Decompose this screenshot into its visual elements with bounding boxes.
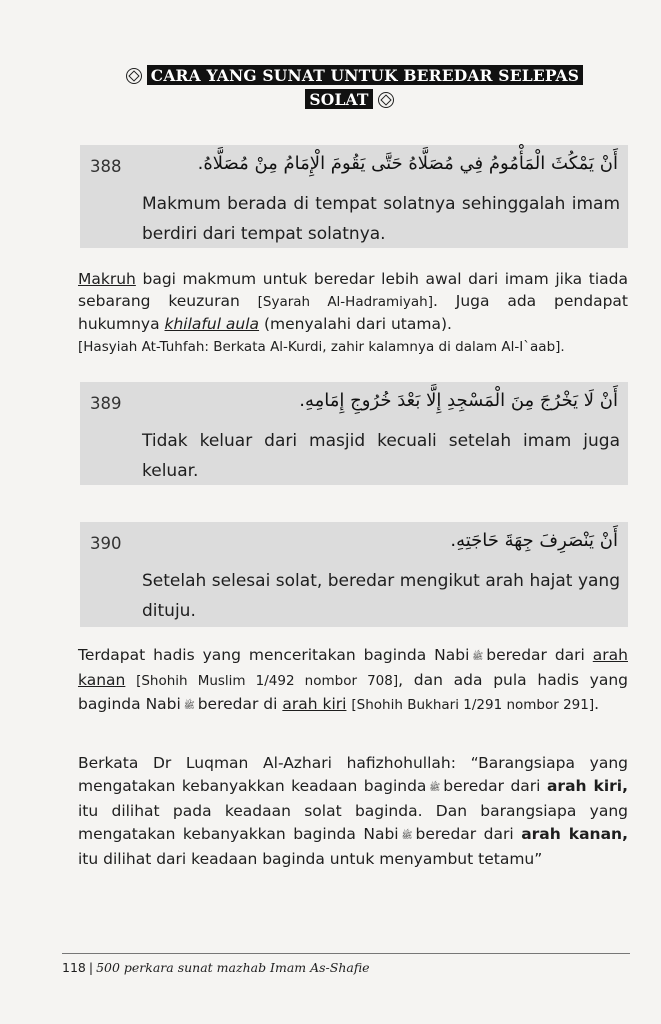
item-translation: Setelah selesai solat, beredar mengikut arah hajat yang dituju.	[142, 571, 620, 621]
footer-divider	[62, 953, 630, 954]
item-number: 389	[90, 394, 122, 413]
saw-symbol: ﷺ	[472, 652, 484, 662]
page-footer	[62, 960, 370, 975]
note-luqman: Berkata Dr Luqman Al-Azhari hafizhohullah: “Barangsiapa yang mengatakan kebanyakkan keadaan baginda ﷺ beredar dari arah kiri, itu dilihat pada keadaan solat baginda. Dan barangsiapa yang mengatakan kebanyakkan baginda Nabi ﷺ beredar dari arah kanan, itu dilihat dari keadaan baginda untuk menyambut tetamu”	[78, 754, 628, 868]
reference: [Hasyiah At-Tuhfah: Berkata Al-Kurdi, zahir kalamnya di dalam Al-I`aab].	[78, 339, 565, 355]
reference: [Shohih Bukhari 1/291 nombor 291]	[351, 697, 595, 713]
saw-symbol: ﷺ	[183, 701, 195, 711]
saw-symbol: ﷺ	[429, 783, 441, 793]
term-arah-kiri: arah kiri	[282, 695, 347, 713]
saw-symbol: ﷺ	[401, 831, 413, 841]
term-arah-kanan: arah kanan	[78, 646, 628, 689]
item-number: 388	[90, 157, 122, 176]
arabic-text: أَنْ لَا يَخْرُجَ مِنَ الْمَسْجِدِ إِلَّا بَعْدَ خُرُوجِ إِمَامِهِ.	[299, 390, 618, 411]
heading-line-2: SOLAT	[305, 89, 372, 109]
arabic-text: أَنْ يَمْكُثَ الْمَأْمُومُ فِي مُصَلَّاهُ حَتَّى يَقُومَ الْإِمَامُ مِنْ مُصَلَّاهُ.	[197, 153, 618, 174]
item-number: 390	[90, 534, 122, 553]
note-hadis: Terdapat hadis yang menceritakan baginda Nabi ﷺ beredar dari arah kanan [Shohih Muslim 1/492 nombor 708], dan ada pula hadis yang baginda Nabi ﷺ beredar di arah kiri [Shohih Bukhari 1/291 nombor 291].	[78, 644, 628, 718]
term-khilaful-aula: khilaful aula	[164, 315, 260, 333]
section-heading	[92, 64, 612, 112]
reference: [Shohih Muslim 1/492 nombor 708]	[136, 673, 399, 689]
ornament-icon	[378, 92, 394, 108]
item-box-388	[80, 145, 628, 248]
reference: [Syarah Al-Hadramiyah]	[257, 294, 433, 310]
item-translation: Makmum berada di tempat solatnya sehinggalah imam berdiri dari tempat solatnya.	[142, 194, 620, 244]
item-box-390	[80, 522, 628, 627]
item-translation: Tidak keluar dari masjid kecuali setelah imam juga keluar.	[142, 431, 620, 481]
term-makruh: Makruh	[78, 270, 136, 288]
footer-separator: |	[88, 960, 94, 975]
heading-line-1: CARA YANG SUNAT UNTUK BEREDAR SELEPAS	[147, 65, 583, 85]
ornament-icon	[126, 68, 142, 84]
note-makruh: Makruh bagi makmum untuk beredar lebih awal dari imam jika tiada sebarang keuzuran [Syarah Al-Hadramiyah]. Juga ada pendapat hukumnya khilaful aula (menyalahi dari utama). [Hasyiah At-Tuhfah: Berkata Al-Kurdi, zahir kalamnya di dalam Al-I`aab].	[78, 270, 628, 355]
book-title: 500 perkara sunat mazhab Imam As-Shafie	[96, 960, 370, 975]
arabic-text: أَنْ يَنْصَرِفَ جِهَةَ حَاجَتِهِ.	[450, 530, 618, 551]
page-number: 118	[62, 960, 86, 975]
item-box-389	[80, 382, 628, 485]
